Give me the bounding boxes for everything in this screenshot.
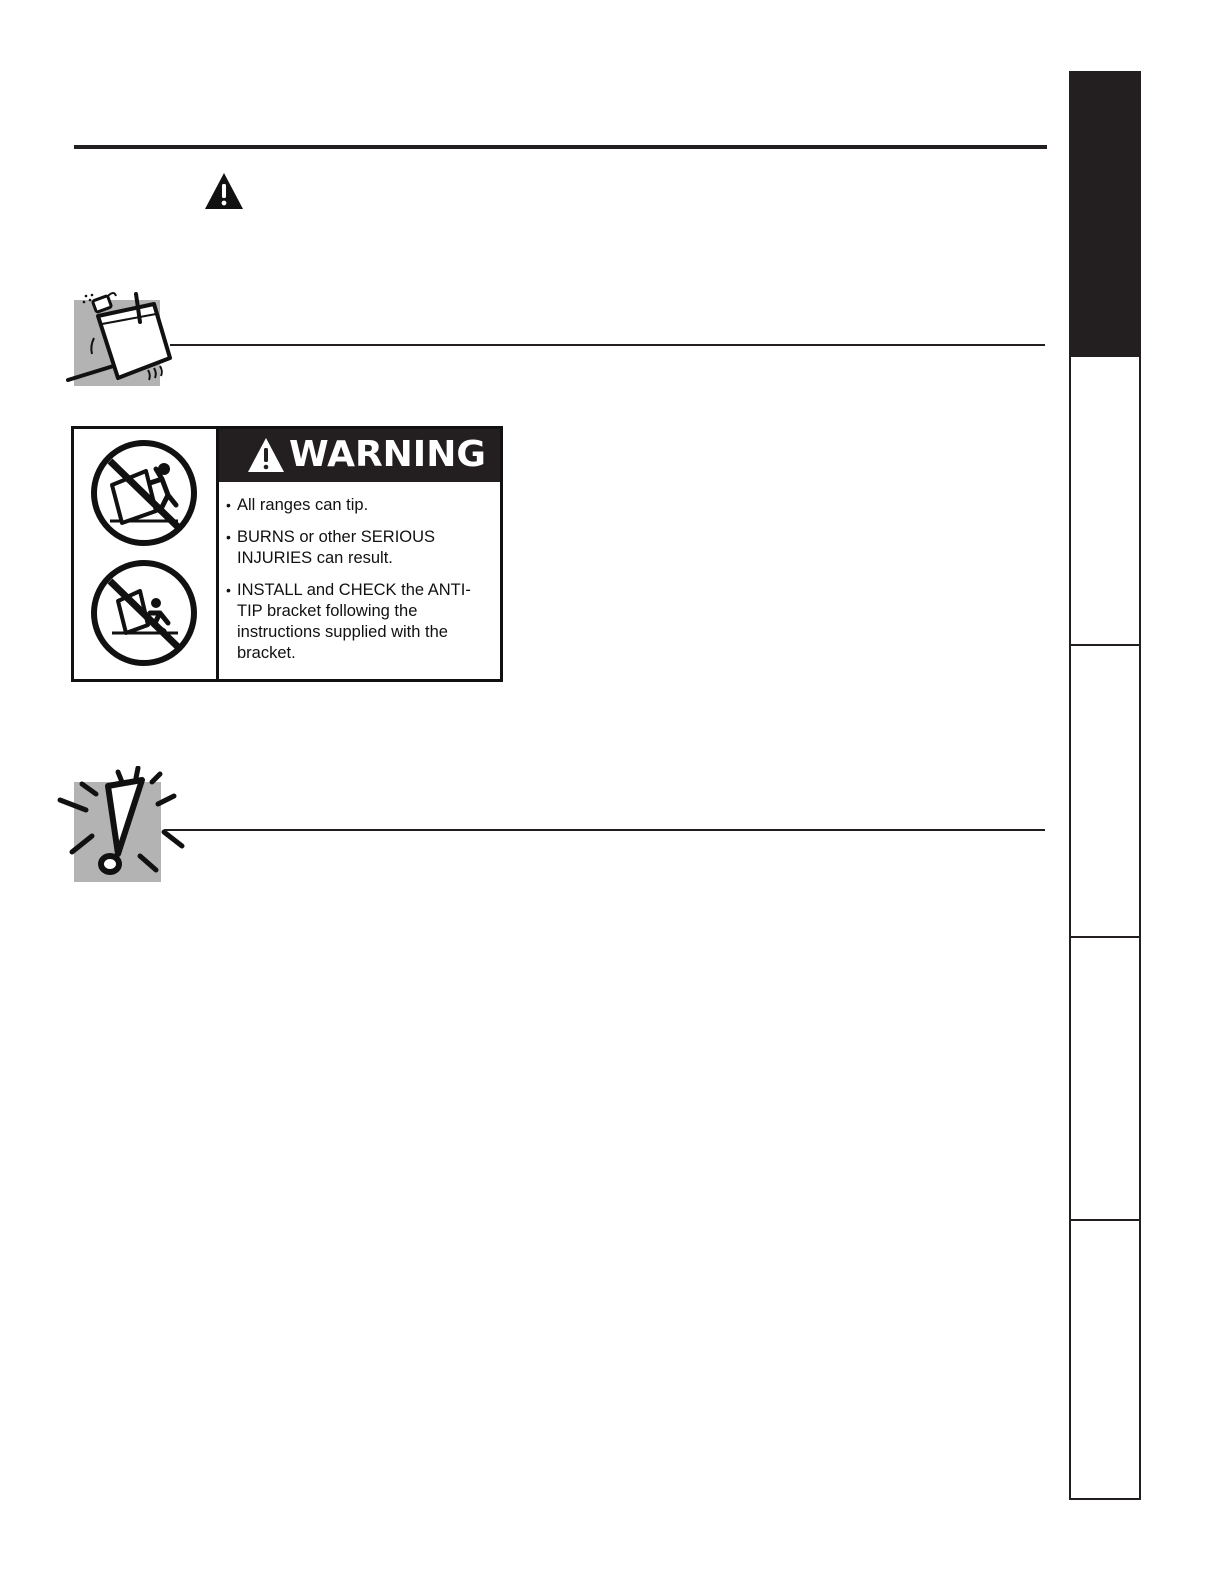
warning-bullet: • BURNS or other SERIOUS INJURIES can result. bbox=[226, 527, 496, 569]
side-tabs bbox=[1069, 71, 1141, 1498]
no-climbing-on-range-icon bbox=[90, 439, 198, 547]
range-tip-over-icon bbox=[66, 286, 176, 388]
warning-pictogram-column bbox=[74, 429, 219, 679]
section-rule bbox=[164, 829, 1045, 831]
warning-triangle-icon bbox=[204, 171, 244, 211]
warning-label bbox=[71, 426, 503, 682]
top-rule bbox=[74, 145, 1047, 149]
exclamation-burst-icon bbox=[56, 766, 188, 886]
warning-header bbox=[219, 429, 500, 482]
section-rule bbox=[170, 344, 1045, 346]
side-tab-4[interactable] bbox=[1069, 936, 1141, 1219]
warning-bullet: • INSTALL and CHECK the ANTI-TIP bracket following the instructions supplied with the bracket. bbox=[226, 580, 496, 664]
side-tab-2[interactable] bbox=[1069, 355, 1141, 644]
warning-header-triangle-icon bbox=[247, 437, 285, 473]
warning-bullet-list bbox=[226, 495, 496, 675]
warning-bullet: • All ranges can tip. bbox=[226, 495, 496, 516]
side-tab-1[interactable] bbox=[1069, 71, 1141, 355]
warning-header-title: WARNING bbox=[289, 434, 486, 475]
side-tab-5[interactable] bbox=[1069, 1219, 1141, 1500]
side-tab-3[interactable] bbox=[1069, 644, 1141, 936]
no-sitting-on-oven-door-icon bbox=[90, 559, 198, 667]
